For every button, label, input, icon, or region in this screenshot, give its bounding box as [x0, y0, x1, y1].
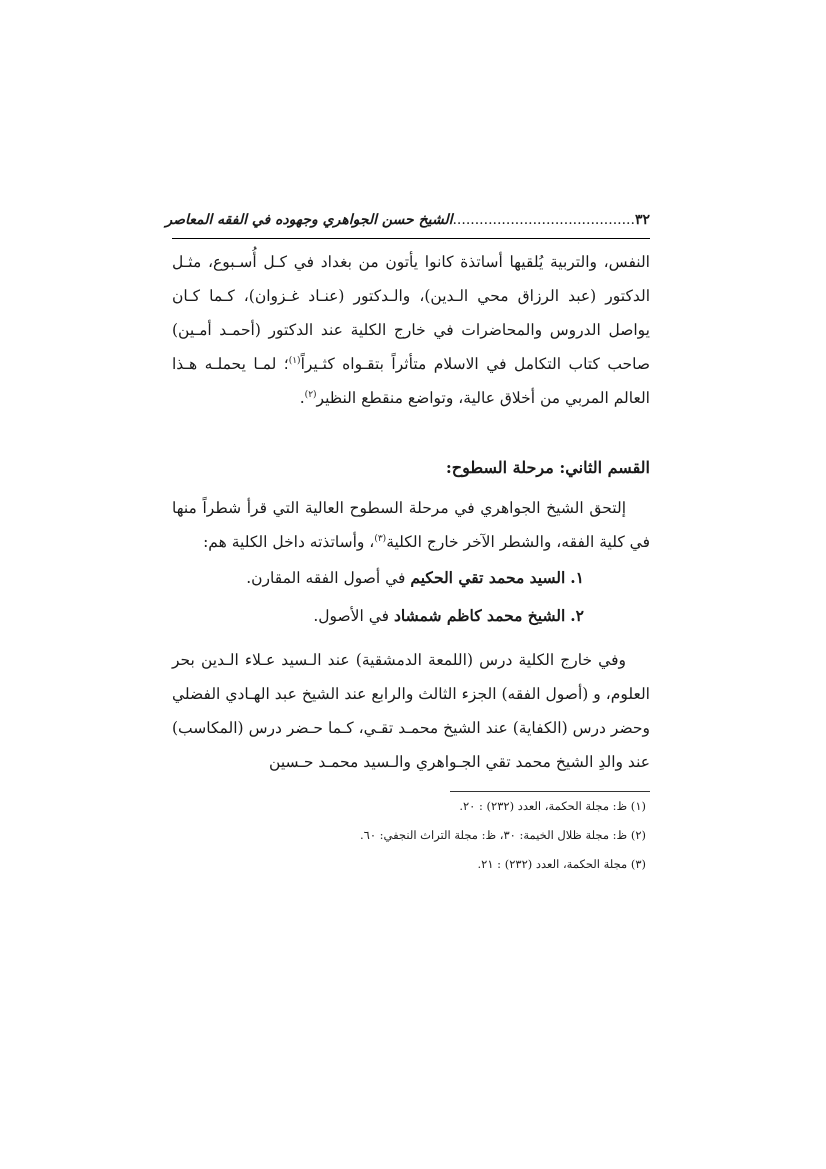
list-item-1-name: السيد محمد تقي الحكيم	[410, 568, 566, 587]
footnote-1: (١) ظ: مجلة الحكمة، العدد (٢٣٢) : ٢٠.	[459, 799, 646, 813]
teacher-list-item-2	[172, 597, 650, 635]
paragraph-1-text-c: .	[299, 389, 305, 407]
paragraph-2-text-b: ، وأساتذته داخل الكلية هم:	[203, 533, 375, 551]
footnote-3: (٣) مجلة الحكمة، العدد (٢٣٢) : ٢١.	[477, 857, 646, 871]
list-item-2-number: ٢.	[570, 606, 584, 625]
body-paragraph-3: وفي خارج الكلية درس (اللمعة الدمشقية) عند الـسيد عـلاء الـدين بحر العلوم، و (أصول الفقه) الجزء الثالث والرابع عند الشيخ عبد الهـادي الفضلي وحضر درس (الكفاية) عند الشيخ محمـد تقـي، كـما حـضر درس (المكاسب) عند والدِ الشيخ محمد تقي الجـواهري والـسيد محمـد حـسين	[172, 651, 650, 771]
list-item-2-name: الشيخ محمد كاظم شمشاد	[394, 606, 566, 625]
running-header	[165, 212, 650, 239]
teacher-list-item-1	[172, 559, 650, 597]
footnote-ref-2[interactable]: (٢)	[304, 389, 317, 400]
footnote-2: (٢) ظ: مجلة ظلال الخيمة: ٣٠، ظ: مجلة التراث النجفي: ٦٠.	[359, 828, 646, 842]
body-paragraph-1	[172, 245, 650, 415]
list-item-1-number: ١.	[570, 568, 584, 587]
footnote-ref-3[interactable]: (٣)	[374, 533, 387, 544]
page-number: ٣٢	[634, 212, 650, 228]
list-item-2-rest: في الأصول.	[313, 607, 390, 625]
header-title: الشيخ حسن الجواهري وجهوده في الفقه المعاصر	[165, 212, 453, 228]
paragraph-2-text-a: إلتحق الشيخ الجواهري في مرحلة السطوح العالية التي قرأ شطراً منها في كلية الفقه، والشطر الآخر خارج الكلية	[172, 499, 650, 551]
paragraph-1-text-a: النفس، والتربية يُلقيها أساتذة كانوا يأتون من بغداد في كـل أُسـبوع، مثـل الدكتور (عبد الرزاق محي الـدين)، والـدكتور (عنـاد غـزوان)، كـما كـان يواصل الدروس والمحاضرات في خارج الكلية عند الدكتور (أحمـد أمـين) صاحب كتاب التكامل في الاسلام متأثراً بتقـواه كثـيراً	[172, 253, 651, 373]
paragraph-1-text-b: ؛ لمـا يحملـه هـذا العالم المربي من أخلاق عالية، وتواضع منقطع النظير	[172, 355, 650, 407]
list-item-1-rest: في أصول الفقه المقارن.	[246, 569, 406, 587]
book-page	[165, 212, 651, 879]
section-heading: القسم الثاني: مرحلة السطوح:	[445, 458, 650, 477]
footnote-ref-1[interactable]: (١)	[288, 355, 301, 366]
header-dot-leader: .........................................	[452, 212, 635, 228]
body-paragraph-2	[172, 491, 650, 559]
